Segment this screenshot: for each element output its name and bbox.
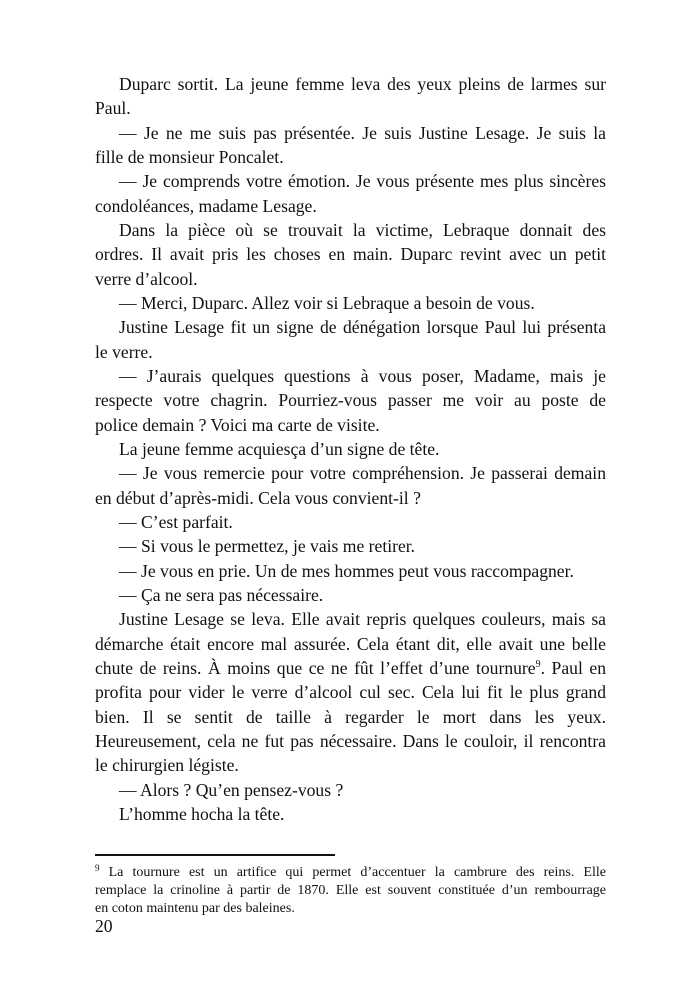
text-line: Paul.: [95, 98, 131, 119]
text-line: respecte votre chagrin. Pourriez-vous passer me voir au poste de: [95, 390, 606, 411]
text-line: en début d’après-midi. Cela vous convient-il ?: [95, 487, 421, 508]
text-line: le verre.: [95, 341, 153, 362]
paragraph: [95, 510, 606, 534]
page-number: 20: [95, 916, 113, 936]
text-line: verre d’alcool.: [95, 268, 198, 289]
paragraph: [95, 534, 606, 558]
text-line: — C’est parfait.: [119, 511, 233, 532]
paragraph: [95, 72, 606, 121]
paragraph: [95, 169, 606, 218]
text-line: — Alors ? Qu’en pensez-vous ?: [119, 779, 344, 800]
text-line: — Merci, Duparc. Allez voir si Lebraque a besoin de vous.: [119, 292, 535, 313]
text-line: L’homme hocha la tête.: [119, 803, 285, 824]
paragraph: [95, 607, 606, 777]
footnote: [95, 864, 606, 918]
text-line: Duparc sortit. La jeune femme leva des yeux pleins de larmes sur: [119, 74, 606, 94]
text-line: — Ça ne sera pas nécessaire.: [119, 584, 324, 605]
paragraph: [95, 802, 606, 826]
footnote-line: $^9$ La tournure est un artifice qui permet d’accentuer la cambrure des reins. Elle: [95, 864, 606, 880]
text-line: ordres. Il avait pris les choses en main. Duparc revint avec un petit: [95, 244, 606, 265]
text-line: — Si vous le permettez, je vais me retirer.: [119, 536, 416, 557]
footnote-reference[interactable]: 9: [535, 658, 541, 670]
text-line: chute de reins. À moins que ce ne fût l’effet d’une tournure$^9$. Paul en: [95, 657, 606, 678]
paragraph: [95, 583, 606, 607]
text-line: — Je vous en prie. Un de mes hommes peut vous raccompagner.: [119, 560, 574, 581]
text-line: démarche était encore mal assurée. Cela étant dit, elle avait une belle: [95, 633, 606, 654]
text-line: Dans la pièce où se trouvait la victime, Lebraque donnait des: [119, 219, 606, 240]
text-line: — Je ne me suis pas présentée. Je suis Justine Lesage. Je suis la: [119, 122, 606, 143]
text-line: profita pour vider le verre d’alcool cul sec. Cela lui fit le plus grand: [95, 682, 606, 703]
text-line: le chirurgien légiste.: [95, 755, 239, 776]
body-text: [95, 72, 606, 826]
paragraph: [95, 291, 606, 315]
text-line: — Je comprends votre émotion. Je vous présente mes plus sincères: [119, 171, 606, 192]
text-line: Justine Lesage se leva. Elle avait repris quelques couleurs, mais sa: [119, 609, 606, 630]
text-line: — J’aurais quelques questions à vous poser, Madame, mais je: [119, 365, 606, 386]
text-line: police demain ? Voici ma carte de visite.: [95, 414, 380, 435]
text-line: condoléances, madame Lesage.: [95, 195, 317, 216]
footnote-marker: 9: [95, 864, 100, 873]
paragraph: [95, 461, 606, 510]
footnote-line: en coton maintenu par des baleines.: [95, 901, 295, 916]
text-line: La jeune femme acquiesça d’un signe de tête.: [119, 438, 440, 459]
paragraph: [95, 364, 606, 437]
paragraph: [95, 121, 606, 170]
text-line: — Je vous remercie pour votre compréhension. Je passerai demain: [119, 463, 606, 484]
text-line: fille de monsieur Poncalet.: [95, 146, 284, 167]
text-line: Heureusement, cela ne fut pas nécessaire. Dans le couloir, il rencontra: [95, 730, 606, 751]
paragraph: [95, 778, 606, 802]
paragraph: [95, 218, 606, 291]
paragraph: [95, 315, 606, 364]
paragraph: [95, 437, 606, 461]
footnote-separator: [95, 854, 335, 856]
paragraph: [95, 559, 606, 583]
footnote-line: remplace la crinoline à partir de 1870. Elle est souvent constituée d’un rembourrage: [95, 883, 606, 898]
text-line: bien. Il se sentit de taille à regarder le mort dans les yeux.: [95, 706, 606, 727]
text-line: Justine Lesage fit un signe de dénégation lorsque Paul lui présenta: [119, 317, 606, 338]
